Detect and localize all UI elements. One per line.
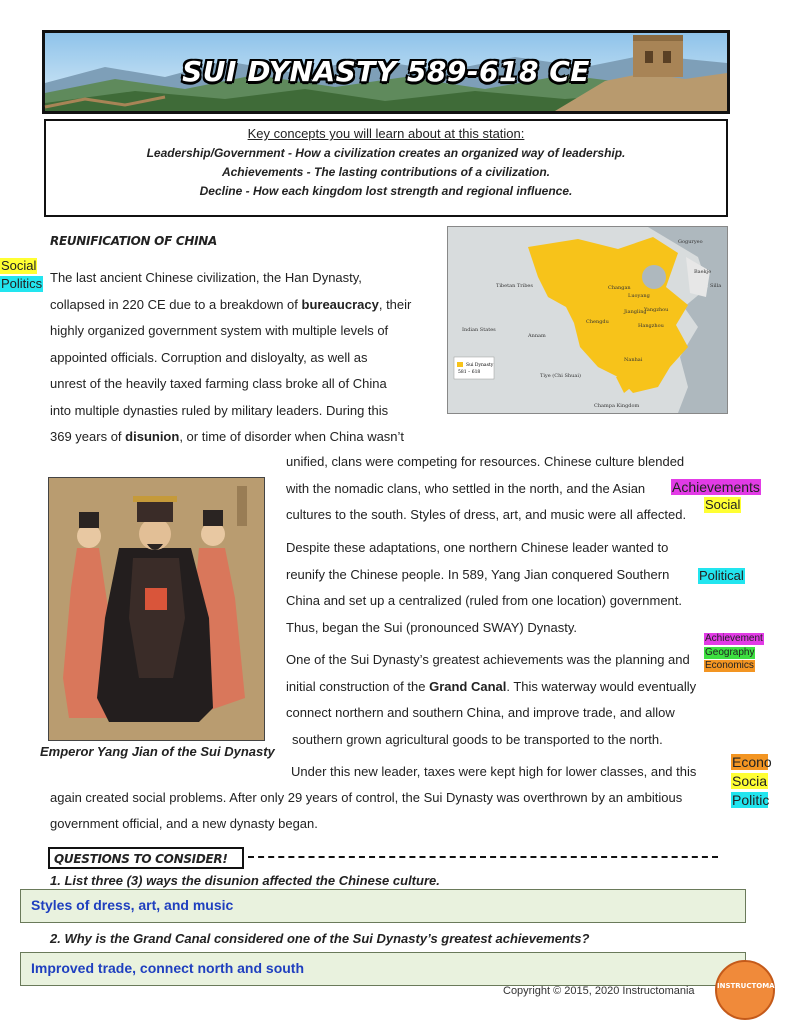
map-image [448,227,727,413]
tag-geography: Geography [705,647,755,658]
key-concepts-title: Key concepts you will learn about at this station: [247,126,525,141]
text-line: unrest of the heavily taxed farming class broke all of China [50,376,387,391]
question-2: 2. Why is the Grand Canal considered one of the Sui Dynasty’s greatest achievements? [50,931,590,946]
text-line: connect northern and southern China, and improve trade, and allow [286,705,675,720]
text-line: unified, clans were competing for resources. Chinese culture blended [286,454,685,469]
tag-political: Political [699,568,744,583]
text-line: collapsed in 220 CE due to a breakdown of bureaucracy, their [50,296,412,312]
text-line: with the nomadic clans, who settled in the north, and the Asian [286,480,646,496]
key-concepts-box [44,119,728,217]
text-line: highly organized government system with multiple levels of [50,323,389,338]
tag-achievements: Achievements [672,479,760,495]
map-label: Hangzhou [638,323,664,329]
tag-economics: Economics [705,660,754,671]
copyright-text: Copyright © 2015, 2020 Instructomania [503,985,695,997]
text-line: cultures to the south. Styles of dress, art, and music were all affected. [286,507,687,522]
map-legend-years: 581 – 618 [458,370,481,375]
map-label: Yangzhou [644,307,669,313]
text-line: The last ancient Chinese civilization, the Han Dynasty, [50,270,362,285]
answer-1-field[interactable]: Styles of dress, art, and music [20,889,746,923]
text-line: reunify the Chinese people. In 589, Yang Jian conquered Southern [286,566,670,582]
text-line: government official, and a new dynasty began. [50,816,318,831]
text-line: appointed officials. Corruption and disloyalty, as well as [50,349,368,365]
tag-economics-cut: Econo [732,754,772,770]
painting-caption: Emperor Yang Jian of the Sui Dynasty [40,744,275,759]
tag-achievement: Achievement [705,633,763,644]
tag-politics-cut: Politic [732,792,770,808]
text-line: southern grown agricultural goods to be transported to the north. [292,731,663,747]
text-line: initial construction of the Grand Canal. This waterway would eventually [286,678,697,694]
paragraph-grand-canal [286,647,726,753]
text-line: Under this new leader, taxes were kept high for lower classes, and this [291,764,697,779]
map-label: Luoyang [628,293,650,299]
map-label: Chengdu [586,319,609,325]
paragraph-culture-blend [286,449,726,529]
text-line: into multiple dynasties ruled by military leaders. During this [50,402,389,418]
map-label: Champa Kingdom [594,403,640,409]
instructomania-logo: INSTRUCTOMANIA [715,960,775,1020]
map-legend-title: Sui Dynasty [466,363,494,368]
map-label: Changan [608,285,631,291]
text-line: Thus, began the Sui (pronounced SWAY) Dynasty. [286,619,577,635]
text-line: Despite these adaptations, one northern Chinese leader wanted to [286,540,669,555]
text-line: again created social problems. After only 29 years of control, the Sui Dynasty was overthrown by an ambitious [50,790,683,805]
map-label: Baekje [694,269,712,275]
title-banner [42,30,730,114]
concept-leadership: Leadership/Government - How a civilization creates an organized way of leadership. [146,146,626,160]
sui-dynasty-map [447,226,728,414]
text-line: One of the Sui Dynasty’s greatest achievements was the planning and [286,652,690,667]
paragraph-reunify [286,535,726,641]
map-label: Annam [528,333,546,339]
questions-header: QUESTIONS TO CONSIDER! [54,852,228,866]
painting-image [49,478,264,740]
map-label: Tibetan Tribes [496,283,533,289]
questions-header-box [48,847,244,869]
map-label: Silla [710,283,722,289]
map-label: Jiangling [624,309,647,315]
banner-title: SUI DYNASTY 589-618 CE [182,55,590,88]
emperor-yang-jian-painting [48,477,265,741]
answer-2-field[interactable]: Improved trade, connect north and south [20,952,746,986]
paragraph-han-collapse [50,265,440,451]
map-label: Goguryeo [678,239,703,245]
tag-politics: Politics [1,276,43,291]
map-label: Tiye (Chi Shuai) [540,373,581,379]
map-label: Indian States [462,327,496,333]
map-label: Nanhai [624,357,643,363]
tag-social: Social [1,258,37,273]
text-line: China and set up a centralized (ruled from one location) government. [286,593,682,608]
concept-achievements: Achievements - The lasting contributions of a civilization. [221,165,551,179]
text-line: 369 years of disunion, or time of disorder when China wasn’t [50,429,405,444]
dashed-divider [248,856,718,858]
concept-decline: Decline - How each kingdom lost strength and regional influence. [199,184,573,198]
question-1: 1. List three (3) ways the disunion affected the Chinese culture. [50,873,440,888]
tag-social: Social [705,497,741,512]
section-title: REUNIFICATION OF CHINA [50,234,217,248]
tag-social-cut: Socia [732,773,768,789]
